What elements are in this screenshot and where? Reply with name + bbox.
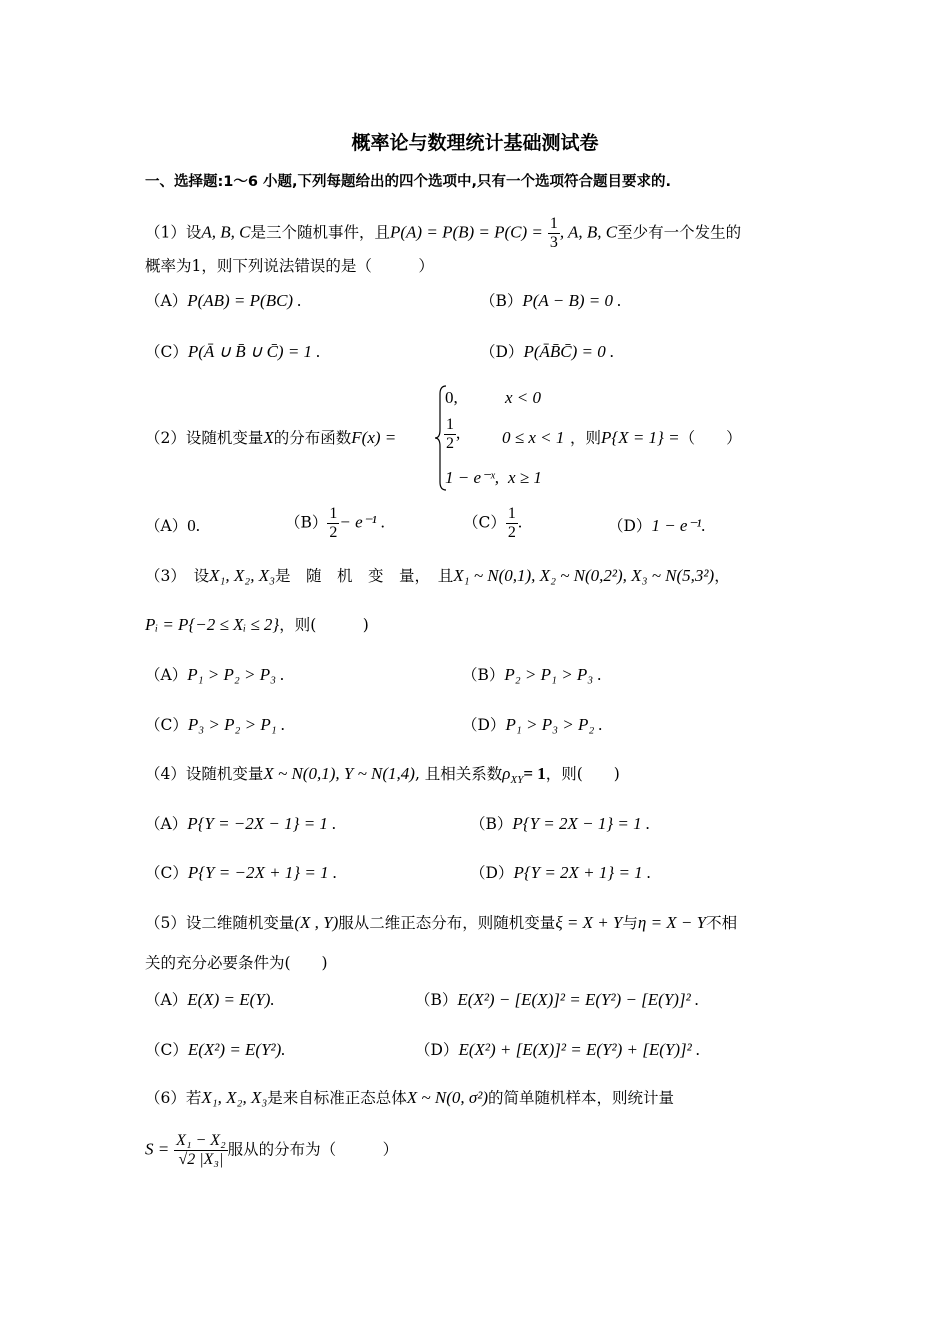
q5-option-d: （D）E(X²) + [E(X)]² = E(Y²) + [E(Y)]² . (415, 1040, 701, 1059)
question-2-lead: （2）设随机变量X的分布函数F(x) = (145, 428, 397, 447)
q1-option-b: （B）P(A − B) = 0 . (480, 291, 622, 310)
q5-option-c: （C）E(X²) = E(Y²). (145, 1040, 286, 1059)
q3-option-c: （C）P₃ > P₂ > P₁ . (145, 715, 286, 734)
case-2-value: $\frac{1}{2}$ , (446, 416, 461, 452)
case-1-value: 0, (445, 388, 458, 407)
question-5-line-2: 关的充分必要条件为( ) (145, 954, 328, 972)
case-3-condition: x ≥ 1 (508, 468, 542, 487)
q3-option-d: （D）P₁ > P₃ > P₂ . (462, 715, 603, 734)
q1-option-d: （D）P(ĀB̄C̄) = 0 . (480, 342, 615, 361)
statistic-fraction: $\frac{\text{X₁ − X₂}}{\text{√2 |X₃|}}$ (176, 1132, 226, 1168)
question-6-line-2: S = $\frac{\text{X₁ − X₂}}{\text{√2 |X₃|}}$ 服从的分布为（ ） (145, 1132, 399, 1168)
question-6-line-1: （6）若X₁, X₂, X₃是来自标准正态总体X ~ N(0, σ²)的简单随机样本，则统计量 (145, 1088, 675, 1107)
q4-option-a: （A）P{Y = −2X − 1} = 1 . (145, 814, 337, 833)
q5-option-a: （A）E(X) = E(Y). (145, 990, 275, 1009)
page-title: 概率论与数理统计基础测试卷 (351, 132, 599, 154)
question-2-tail: ，则P{X = 1} =（ ） (570, 428, 742, 447)
case-3-value: 1 − e⁻ˣ, (445, 468, 500, 487)
question-4-line: （4）设随机变量X ~ N(0,1), Y ~ N(1,4), 且相关系数$\rho_{XY}= 1$，则( ) (145, 764, 620, 787)
q3-option-a: （A）P₁ > P₂ > P₃ . (145, 665, 285, 684)
case-2-condition: 0 ≤ x < 1 (502, 428, 565, 447)
q3-option-b: （B）P₂ > P₁ > P₃ . (462, 665, 602, 684)
q5-option-b: （B）E(X²) − [E(X)]² = E(Y²) − [E(Y)]² . (415, 990, 700, 1009)
q2-option-b: （B） $\frac{1}{2}$ − e⁻¹ . (285, 505, 386, 541)
section-heading: 一、选择题:1～6 小题,下列每题给出的四个选项中,只有一个选项符合题目要求的. (145, 174, 672, 190)
q4-option-b: （B）P{Y = 2X − 1} = 1 . (470, 814, 651, 833)
question-5-line-1: （5）设二维随机变量(X , Y)服从二维正态分布，则随机变量ξ = X + Y与η = X − Y不相 (145, 913, 738, 932)
q1-option-a: （A）P(AB) = P(BC) . (145, 291, 302, 310)
question-3-line-2: Pᵢ = P{−2 ≤ Xᵢ ≤ 2}，则( ) (145, 615, 369, 634)
question-1-line-1: （1）设A, B, C是三个随机事件，且P(A) = P(B) = P(C) = $\frac{1}{3}$ , A, B, C至少有一个发生的 (145, 215, 742, 251)
fraction: $\frac{1}{3}$ (549, 215, 558, 251)
question-3-line-1: （3） 设X₁, X₂, X₃是 随 机 变 量， 且X₁ ~ N(0,1), X₂ ~ N(0,2²), X₃ ~ N(5,3²)， (145, 566, 730, 585)
q4-option-d: （D）P{Y = 2X + 1} = 1 . (470, 863, 652, 882)
q2-option-d: （D）1 − e⁻¹. (608, 516, 706, 535)
q2-option-a: （A）0. (145, 516, 200, 535)
question-1-line-2: 概率为1，则下列说法错误的是（ ） (145, 257, 434, 275)
q4-option-c: （C）P{Y = −2X + 1} = 1 . (145, 863, 338, 882)
q2-option-c: （C） $\frac{1}{2}$ . (463, 505, 523, 541)
q1-option-c: （C）P(Ā ∪ B̄ ∪ C̄) = 1 . (145, 342, 321, 361)
case-1-condition: x < 0 (505, 388, 542, 407)
